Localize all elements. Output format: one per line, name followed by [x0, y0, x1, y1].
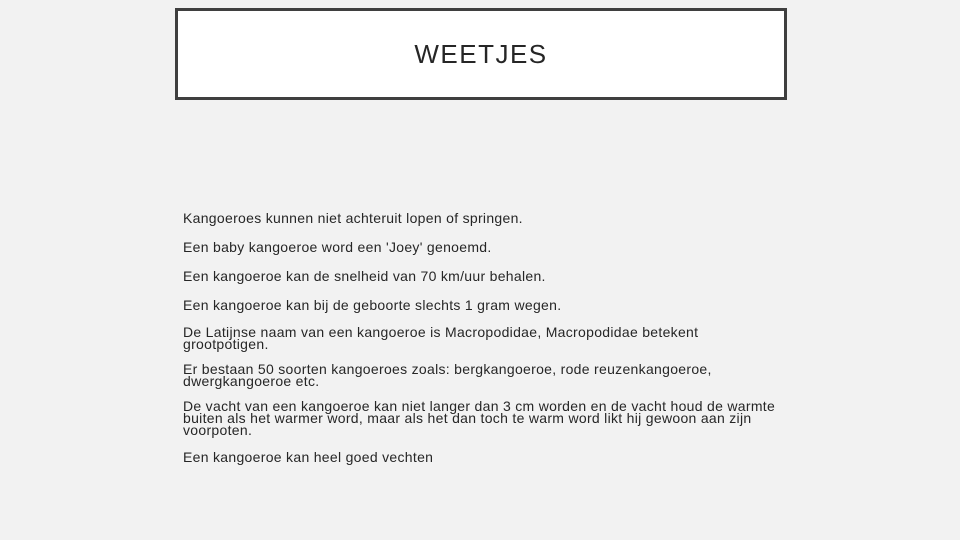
facts-list [183, 208, 783, 476]
fact-item: De vacht van een kangoeroe kan niet langer dan 3 cm worden en de vacht houd de warmte buiten als het warmer word, maar als het dan toch te warm word likt hij gewoon aan zijn voorpoten. [183, 398, 776, 438]
fact-item: Een kangoeroe kan bij de geboorte slechts 1 gram wegen. [183, 297, 562, 313]
fact-item: Een kangoeroe kan heel goed vechten [183, 449, 434, 465]
title-box [175, 8, 787, 100]
fact-item: Kangoeroes kunnen niet achteruit lopen of springen. [183, 210, 523, 226]
fact-item: Een baby kangoeroe word een 'Joey' genoemd. [183, 239, 492, 255]
fact-item: De Latijnse naam van een kangoeroe is Macropodidae, Macropodidae betekent grootpotigen. [183, 324, 699, 352]
fact-item: Een kangoeroe kan de snelheid van 70 km/uur behalen. [183, 268, 546, 284]
slide-title: WEETJES [414, 38, 548, 69]
fact-item: Er bestaan 50 soorten kangoeroes zoals: bergkangoeroe, rode reuzenkangoeroe, dwergkangoeroe etc. [183, 361, 712, 389]
